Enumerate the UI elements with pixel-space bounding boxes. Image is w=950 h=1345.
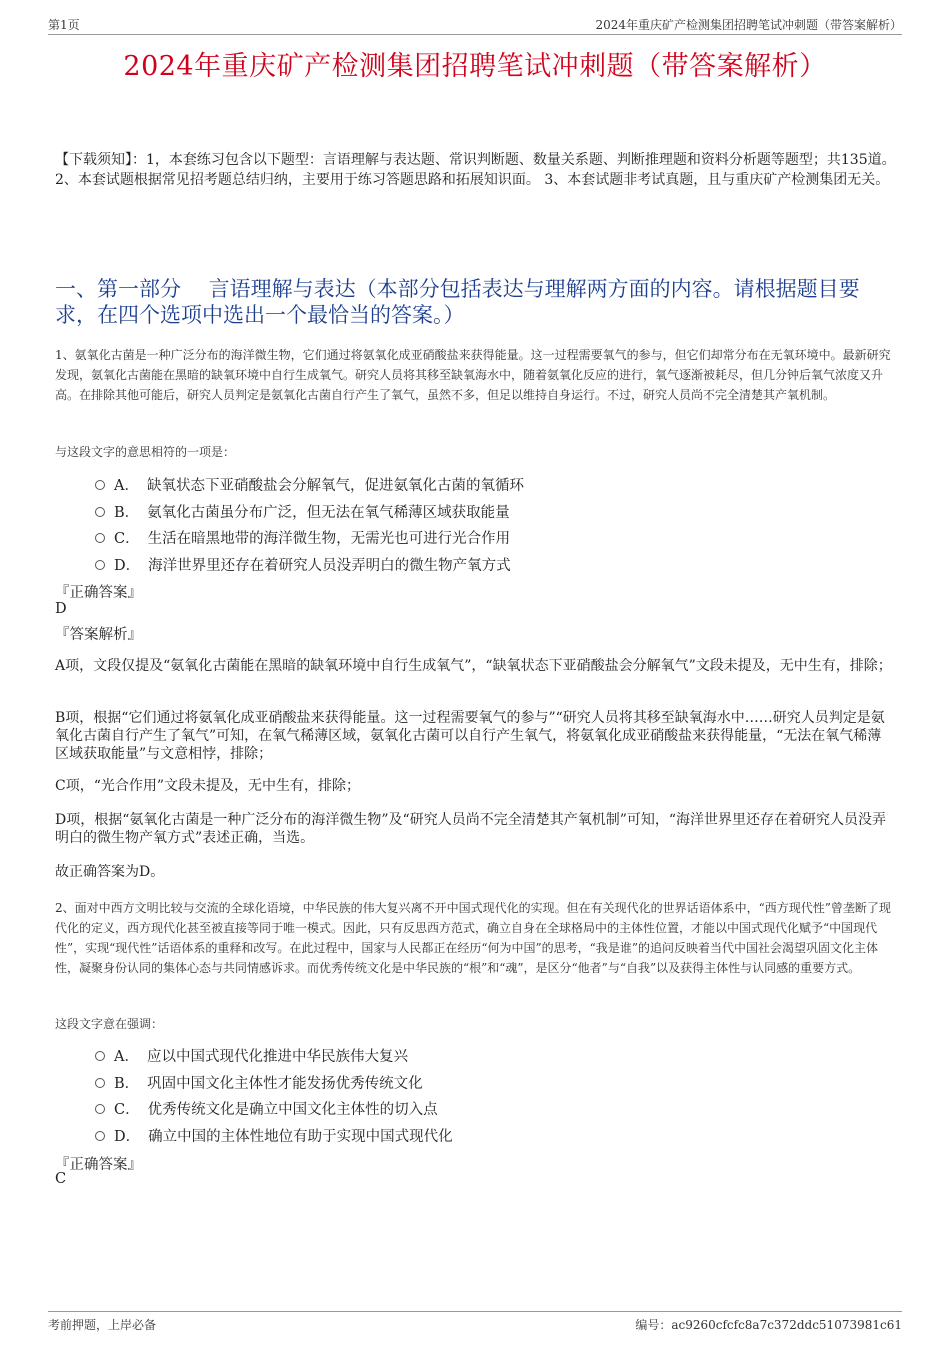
document-title: 2024年重庆矿产检测集团招聘笔试冲刺题（带答案解析） [123, 51, 827, 82]
question-1-prompt: 与这段文字的意思相符的一项是： [55, 445, 236, 459]
page-footer [48, 1311, 902, 1334]
question-1-answer: D [55, 601, 67, 617]
download-notice: 【下载须知】：1，本套练习包含以下题型：言语理解与表达题、常识判断题、数量关系题、判断推理题和资料分析题等题型；共135道。 2、本套试题根据常见招考题总结归纳，主要用于练习答题思路和拓展知识面。 3、本套试题非考试真题，且与重庆矿产检测集团无关。 [55, 152, 896, 188]
document-code: 编号：ac9260cfcfc8a7c372ddc51073981c61 [635, 1318, 902, 1332]
question-1-option-b[interactable]: B． 氨氧化古菌虽分布广泛，但无法在氧气稀薄区域获取能量 [95, 500, 875, 527]
question-2-prompt: 这段文字意在强调： [55, 1017, 164, 1031]
question-1-analysis-b: B项，根据“它们通过将氨氧化成亚硝酸盐来获得能量。这一过程需要氧气的参与”“研究人员将其移至缺氧海水中……研究人员判定是氨氧化古菌自行产生了氧气”可知，在氧气稀薄区域，氨氧化古菌可以自行产生氧气，将氨氧化成亚硝酸盐来获得能量，“无法在氧气稀薄区域获取能量”与文意相悖，排除； [55, 710, 885, 762]
radio-icon[interactable] [95, 1131, 105, 1141]
radio-icon[interactable] [95, 533, 105, 543]
analysis-label: 『答案解析』 [55, 627, 142, 643]
question-1-analysis-d: D项，根据“氨氧化古菌是一种广泛分布的海洋微生物”及“研究人员尚不完全清楚其产氧机制”可知，“海洋世界里还存在着研究人员没弄明白的微生物产氧方式”表述正确，当选。 [55, 812, 887, 846]
question-2-answer: C [55, 1171, 67, 1187]
question-2-option-a[interactable]: A． 应以中国式现代化推进中华民族伟大复兴 [95, 1044, 875, 1071]
correct-answer-label: 『正确答案』 [55, 585, 142, 601]
footer-slogan: 考前押题，上岸必备 [48, 1318, 157, 1332]
question-2-text: 2、面对中西方文明比较与交流的全球化语境，中华民族的伟大复兴离不开中国式现代化的实现。但在有关现代化的世界话语体系中，“西方现代性”曾垄断了现代化的定义，西方现代化甚至被直接等同于唯一模式。因此，只有反思西方范式，确立自身在全球格局中的主体性位置，才能以中国式现代化赋予“中国现代性”，实现“现代性”话语体系的重释和改写。在此过程中，国家与人民都正在经历“何为中国”的思考，“我是谁”的追问反映着当代中国社会渴望巩固文化主体性，凝聚身份认同的集体心态与共同情感诉求。而优秀传统文化是中华民族的“根”和“魂”，是区分“他者”与“自我”以及获得主体性与认同感的重要方式。 [55, 901, 891, 975]
radio-icon[interactable] [95, 507, 105, 517]
radio-icon[interactable] [95, 560, 105, 570]
question-1-option-a[interactable]: A． 缺氧状态下亚硝酸盐会分解氧气，促进氨氧化古菌的氧循环 [95, 473, 875, 500]
question-1-analysis-c: C项，“光合作用”文段未提及，无中生有，排除； [55, 778, 361, 794]
question-2-option-d[interactable]: D． 确立中国的主体性地位有助于实现中国式现代化 [95, 1124, 875, 1151]
page-number: 第1页 [48, 18, 80, 32]
question-1-conclusion: 故正确答案为D。 [55, 864, 165, 880]
question-1-options [95, 473, 875, 579]
question-2-options [95, 1044, 875, 1150]
question-1-option-c[interactable]: C． 生活在暗黑地带的海洋微生物，无需光也可进行光合作用 [95, 526, 875, 553]
question-1-text: 1、氨氧化古菌是一种广泛分布的海洋微生物，它们通过将氨氧化成亚硝酸盐来获得能量。这一过程需要氧气的参与，但它们却常分布在无氧环境中。最新研究发现，氨氧化古菌能在黑暗的缺氧环境中自行生成氧气。研究人员将其移至缺氧海水中，随着氨氧化反应的进行，氧气逐渐被耗尽，但几分钟后氧气浓度又升高。在排除其他可能后，研究人员判定是氨氧化古菌自行产生了氧气，虽然不多，但足以维持自身运行。不过，研究人员尚不完全清楚其产氧机制。 [55, 348, 891, 402]
header-doc-name: 2024年重庆矿产检测集团招聘笔试冲刺题（带答案解析） [595, 18, 902, 32]
page-header [48, 14, 902, 35]
radio-icon[interactable] [95, 480, 105, 490]
radio-icon[interactable] [95, 1078, 105, 1088]
radio-icon[interactable] [95, 1051, 105, 1061]
correct-answer-label-2: 『正确答案』 [55, 1157, 142, 1173]
question-1-option-d[interactable]: D． 海洋世界里还存在着研究人员没弄明白的微生物产氧方式 [95, 553, 875, 580]
question-1-analysis-a: A项，文段仅提及“氨氧化古菌能在黑暗的缺氧环境中自行生成氧气”，“缺氧状态下亚硝酸盐会分解氧气”文段未提及，无中生有，排除； [55, 658, 892, 674]
question-2-option-b[interactable]: B． 巩固中国文化主体性才能发扬优秀传统文化 [95, 1071, 875, 1098]
section-title: 一、第一部分 言语理解与表达（本部分包括表达与理解两方面的内容。请根据题目要求，在四个选项中选出一个最恰当的答案。） [55, 277, 860, 327]
question-2-option-c[interactable]: C． 优秀传统文化是确立中国文化主体性的切入点 [95, 1097, 875, 1124]
radio-icon[interactable] [95, 1104, 105, 1114]
